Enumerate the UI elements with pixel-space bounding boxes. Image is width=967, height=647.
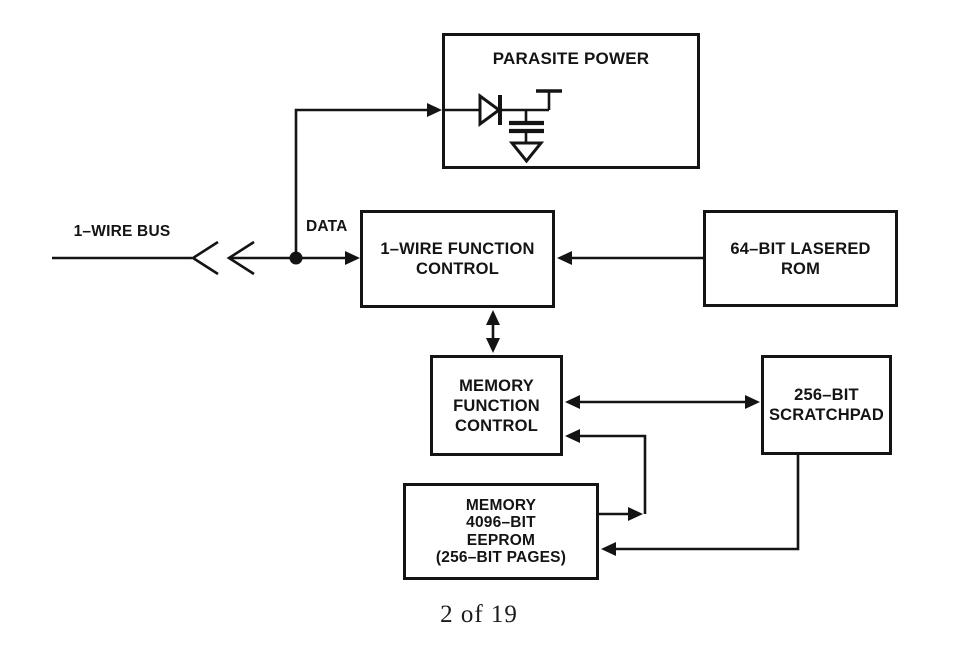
one-wire-function-control-label-line1: 1–WIRE FUNCTION [380, 240, 535, 258]
parasite-power-label: PARASITE POWER [492, 49, 650, 68]
eeprom-label-line3: EEPROM [466, 531, 536, 549]
scratchpad-label-line1: 256–BIT [794, 386, 859, 404]
scratchpad-label-line2: SCRATCHPAD [768, 406, 885, 424]
arrowhead-into-parasite-icon [427, 103, 442, 117]
arrowhead-rom-into-wfc-icon [557, 251, 572, 265]
eeprom-box [403, 483, 599, 580]
eeprom-label-line1: MEMORY [465, 496, 537, 514]
lasered-rom-label-line1: 64–BIT LASERED [730, 239, 871, 258]
memory-function-control-label-line3: CONTROL [455, 416, 538, 435]
memory-function-control-label-line2: FUNCTION [453, 396, 540, 415]
memory-function-control-box [430, 355, 563, 456]
arrowhead-right-into-scratchpad-icon [745, 395, 760, 409]
bus-label [57, 224, 187, 241]
eeprom-label-line4: (256–BIT PAGES) [435, 549, 567, 566]
arrowhead-left-into-mfc-icon [565, 395, 580, 409]
arrowhead-eeprom-into-mfc-icon [565, 429, 580, 443]
arrowhead-up-into-wfc-icon [486, 310, 500, 325]
arrowhead-data-into-wfc-icon [345, 251, 360, 265]
arrowhead-eeprom-out-icon [628, 507, 643, 521]
scratchpad-to-eeprom-wire [614, 455, 798, 549]
page-indicator: 2 of 19 [440, 601, 518, 628]
lasered-rom-label-line2: ROM [780, 259, 821, 278]
one-wire-function-control-box [360, 210, 555, 308]
one-wire-function-control-label-line2: CONTROL [416, 260, 499, 278]
bus-label-line2: BUS [137, 223, 171, 240]
scratchpad-box [761, 355, 892, 455]
lasered-rom-box [703, 210, 898, 307]
memory-function-control-label-line1: MEMORY [459, 376, 534, 395]
arrowhead-into-eeprom-icon [601, 542, 616, 556]
eeprom-label-line2: 4096–BIT [466, 514, 536, 531]
parasite-power-box [442, 33, 700, 169]
data-label: DATA [306, 218, 348, 235]
arrowhead-down-into-mfc-icon [486, 338, 500, 353]
bus-label-line1: 1–WIRE [73, 223, 133, 240]
junction-dot [290, 252, 303, 265]
